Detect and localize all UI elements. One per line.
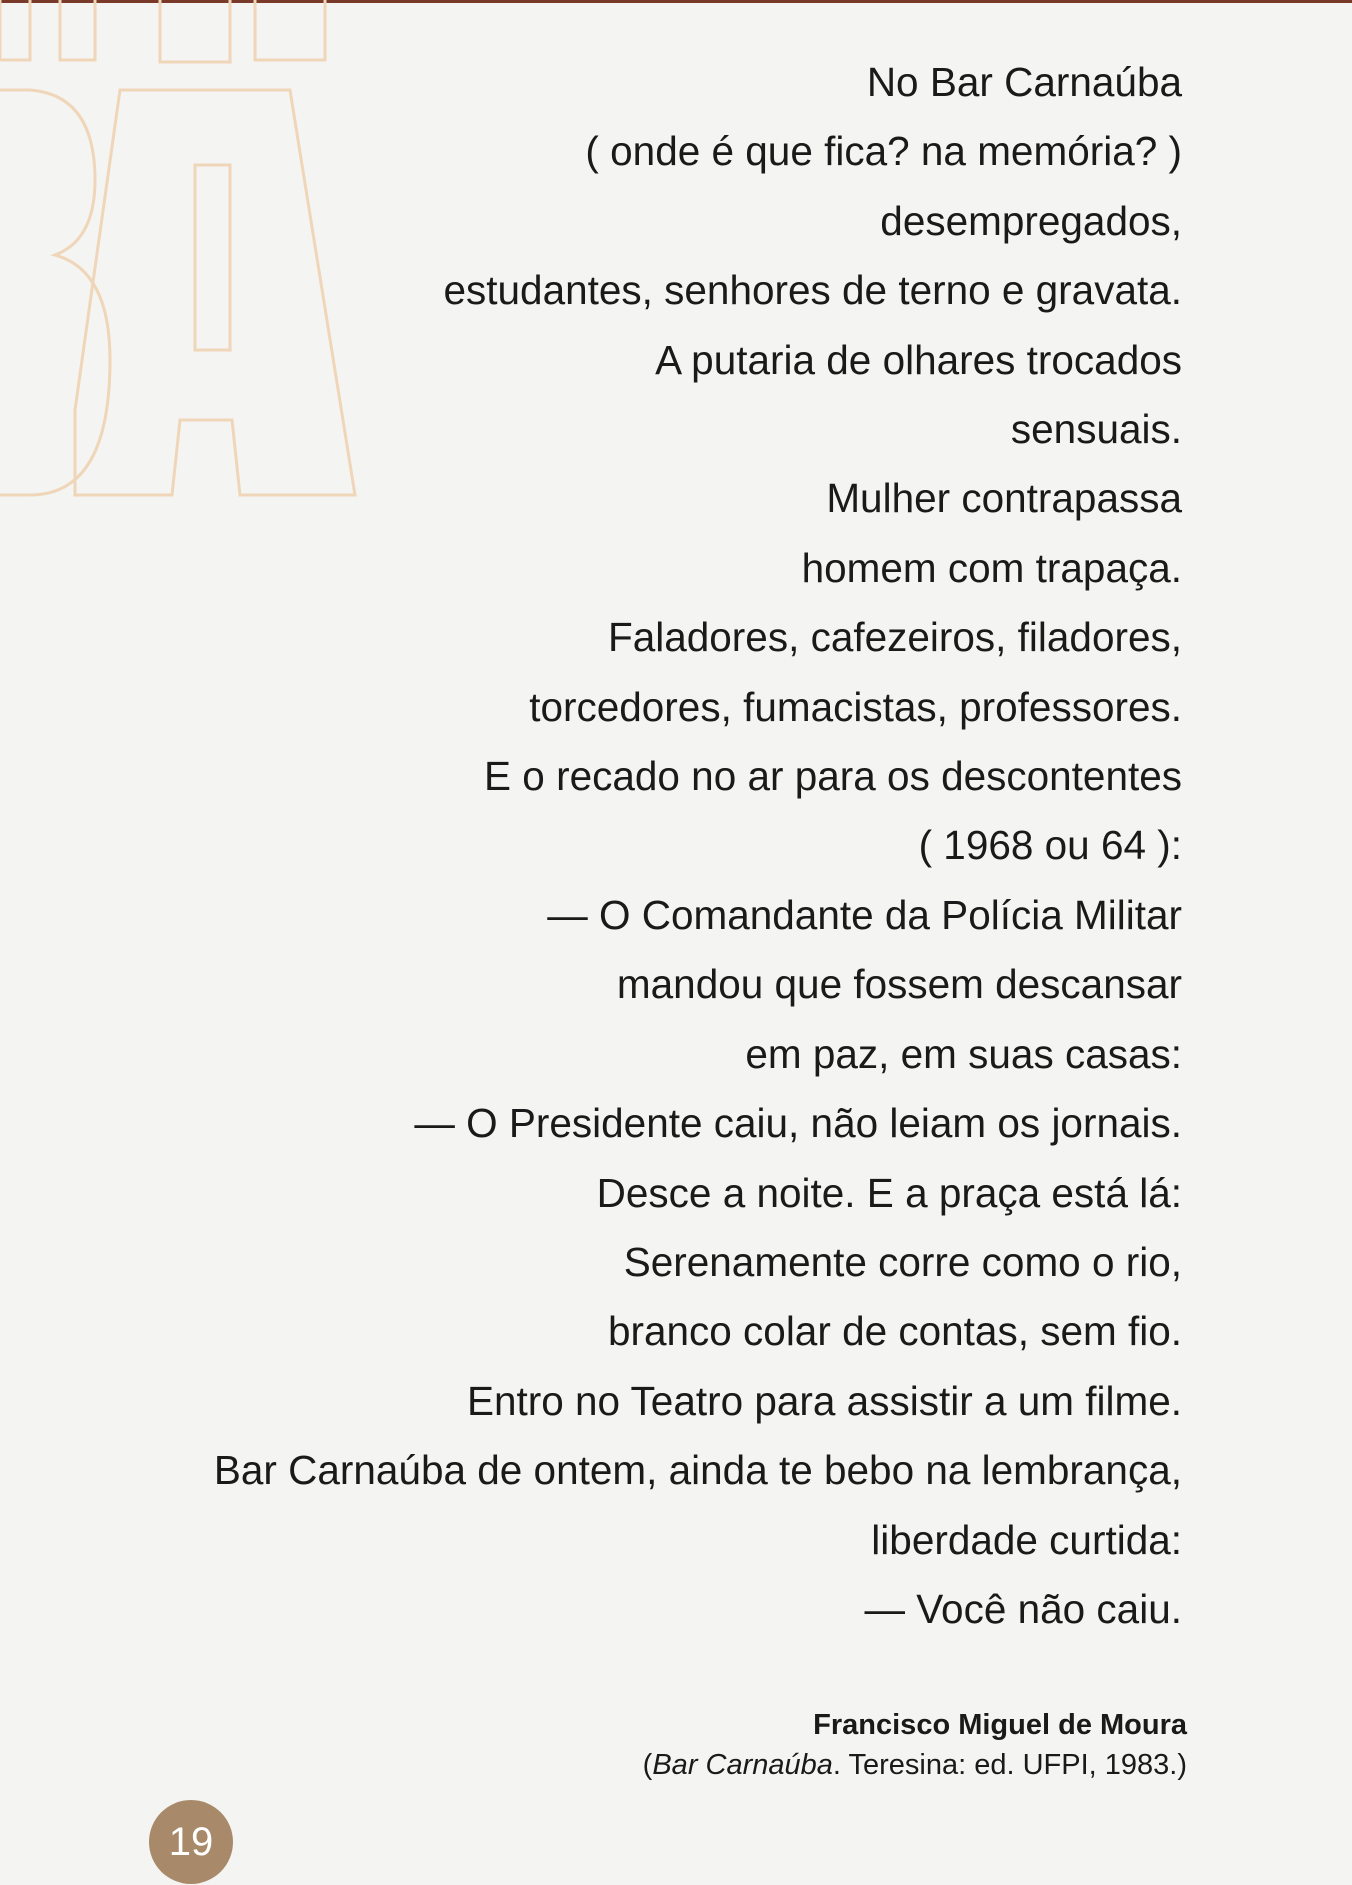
poem-line: No Bar Carnaúba — [866, 59, 1182, 105]
poem-line: ( 1968 ou 64 ): — [918, 822, 1182, 869]
poem-line: — Você não caiu. — [864, 1585, 1182, 1632]
poem-line: estudantes, senhores de terno e gravata. — [443, 267, 1182, 314]
poem-line: Serenamente corre como o rio, — [623, 1238, 1182, 1285]
author-name: Francisco Miguel de Moura — [813, 1709, 1187, 1741]
poem-line: em paz, em suas casas: — [745, 1030, 1182, 1077]
poem-line: ( onde é que fica? na memória? ) — [585, 128, 1182, 175]
poem-line: A putaria de olhares trocados — [655, 336, 1182, 383]
source-open-paren: ( — [642, 1749, 653, 1781]
source-citation — [487, 1745, 1187, 1785]
poem-line: Faladores, cafezeiros, filadores, — [607, 614, 1182, 661]
poem-line: Desce a noite. E a praça está lá: — [596, 1169, 1182, 1216]
poem-line: desempregados, — [880, 197, 1182, 244]
source-details: . Teresina: ed. UFPI, 1983.) — [832, 1749, 1187, 1781]
poem-line: sensuais. — [1010, 406, 1182, 453]
poem-line: — O Presidente caiu, não leiam os jornais. — [414, 1100, 1182, 1147]
poem-line: branco colar de contas, sem fio. — [607, 1308, 1182, 1355]
poem-line: Entro no Teatro para assistir a um filme. — [466, 1377, 1182, 1424]
poem-credit — [487, 1705, 1187, 1785]
poem-line: Bar Carnaúba de ontem, ainda te bebo na lembrança, — [213, 1447, 1182, 1494]
poem-line: torcedores, fumacistas, professores. — [529, 683, 1182, 730]
poem-line: — O Comandante da Polícia Militar — [547, 891, 1182, 938]
poem-line: E o recado no ar para os descontentes — [484, 753, 1182, 800]
page-number-badge: 19 — [149, 1800, 233, 1884]
poem-line: homem com trapaça. — [801, 544, 1182, 591]
poem — [32, 48, 1182, 1644]
poem-line: mandou que fossem descansar — [616, 961, 1182, 1008]
poem-line: Mulher contrapassa — [826, 475, 1182, 522]
source-title: Bar Carnaúba — [652, 1749, 833, 1781]
poem-line: liberdade curtida: — [871, 1516, 1182, 1563]
